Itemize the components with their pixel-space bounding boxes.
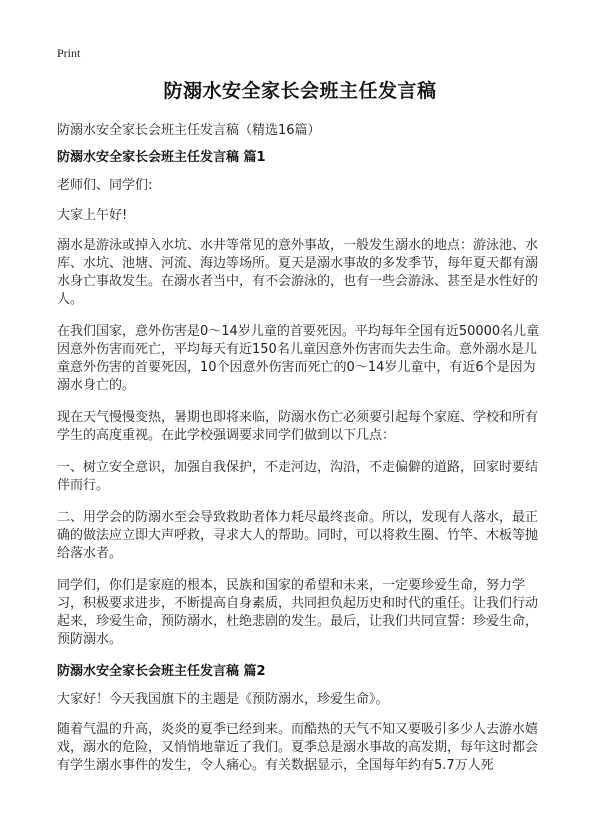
paragraph-salutation: 大家上午好! [57, 208, 128, 223]
page-title: 防溺水安全家长会班主任发言稿 [163, 80, 437, 102]
document-body [57, 149, 547, 789]
document-subtitle: 防溺水安全家长会班主任发言稿（精选16篇） [57, 123, 321, 138]
paragraph-summer-heat: 随着气温的升高，炎炎的夏季已经到来。而酷热的天气不知又要吸引多少人去游水嬉戏，溺水的危险，又悄悄地靠近了我们。夏季总是溺水事故的高发期，每年这时都会有学生溺水事件的发生，令人痛心。有关数据显示，全国每年约有5.7万人死 [57, 722, 539, 773]
section-heading-1: 防溺水安全家长会班主任发言稿 篇1 [57, 150, 266, 165]
section-heading-2: 防溺水安全家长会班主任发言稿 篇2 [57, 664, 266, 679]
paragraph-point-two: 二、用学会的防溺水至会导致救助者体力耗尽最终丧命。所以，发现有人落水，最正确的做法应立即大声呼救，寻求大人的帮助。同时，可以将救生圈、竹竿、木板等抛给落水者。 [57, 510, 539, 561]
paragraph-closing: 同学们，你们是家庭的根本，民族和国家的希望和未来，一定要珍爱生命，努力学习，积极要求进步，不断提高自身素质，共同担负起历史和时代的重任。让我们行动起来，珍爱生命，预防溺水，杜绝悲剧的发生。最后，让我们共同宣誓：珍爱生命，预防溺水。 [57, 578, 539, 647]
paragraph-statistics: 在我们国家，意外伤害是0～14岁儿童的首要死因。平均每年全国有近50000名儿童因意外伤害而死亡，平均每天有近150名儿童因意外伤害而失去生命。意外溺水是儿童意外伤害的首要死因，10个因意外伤害而死亡的0～14岁儿童中，有近6个是因为溺水身亡的。 [57, 324, 540, 393]
paragraph-greeting: 老师们、同学们: [57, 178, 153, 193]
paragraph-point-one: 一、树立安全意识，加强自我保护，不走河边，沟沿，不走偏僻的道路，回家时要结伴而行。 [57, 460, 539, 493]
paragraph-theme: 大家好！今天我国旗下的主题是《预防溺水，珍爱生命》。 [57, 692, 389, 707]
print-link[interactable]: Print [57, 46, 81, 60]
paragraph-drowning-intro: 溺水是游泳或掉入水坑、水井等常见的意外事故，一般发生溺水的地点：游泳池、水库、水坑、池塘、河流、海边等场所。夏天是溺水事故的多发季节，每年夏天都有溺水身亡事故发生。在溺水者当中，有不会游泳的，也有一些会游泳、甚至是水性好的人。 [57, 238, 539, 307]
paragraph-summer-warning: 现在天气慢慢变热，暑期也即将来临，防溺水伤亡必须要引起每个家庭、学校和所有学生的高度重视。在此学校强调要求同学们做到以下几点： [57, 410, 539, 443]
